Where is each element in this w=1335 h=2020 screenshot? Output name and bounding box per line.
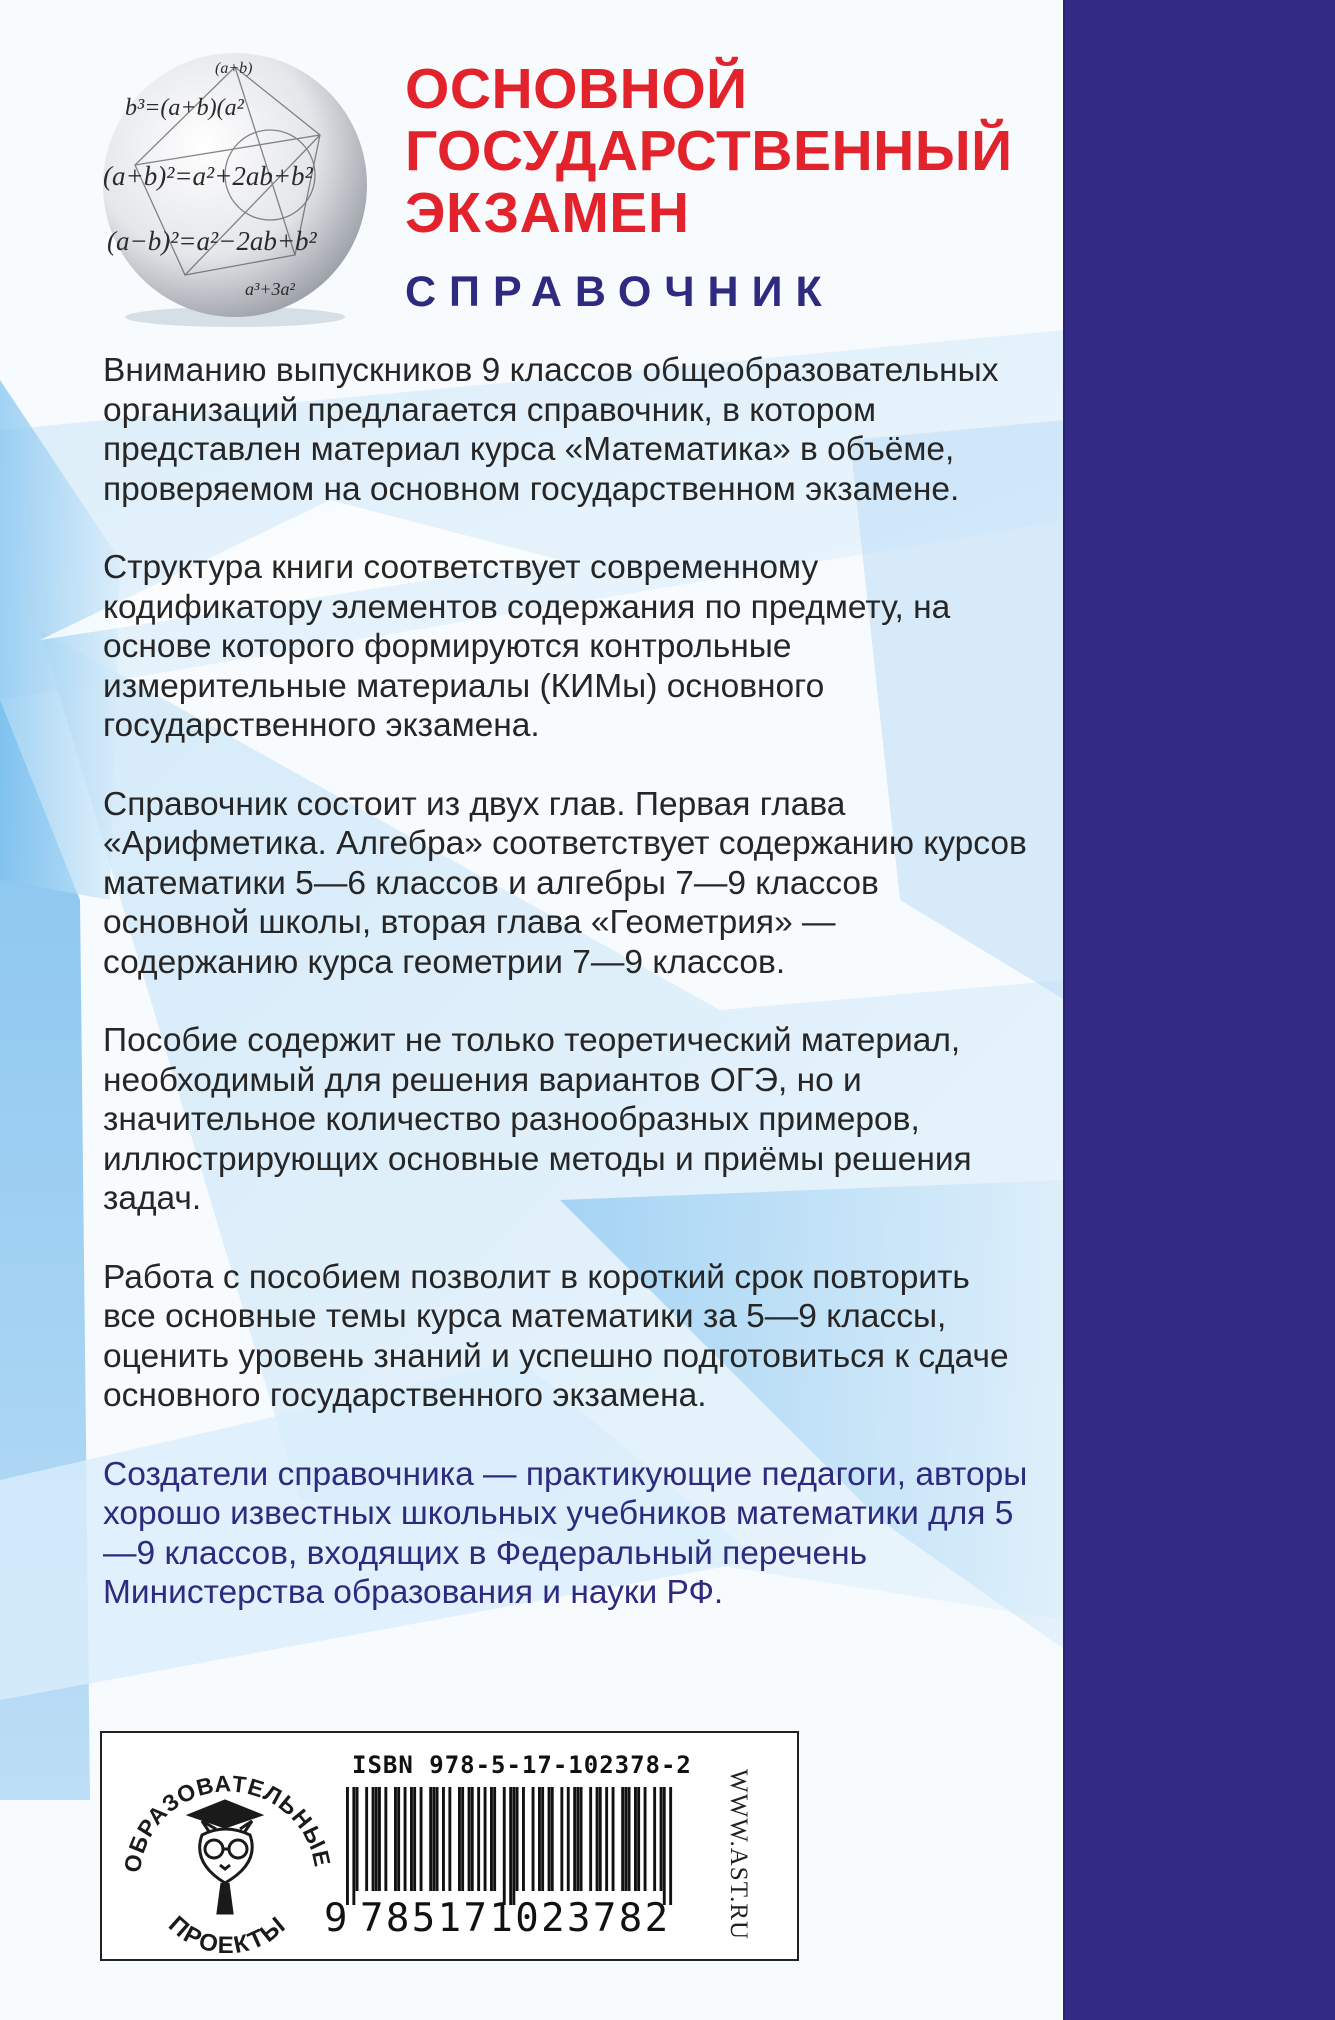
barcode-bar xyxy=(352,1787,355,1905)
barcode-image xyxy=(346,1787,676,1907)
publisher-logo xyxy=(110,1743,340,1953)
barcode-bar xyxy=(605,1787,608,1891)
barcode-bar xyxy=(551,1787,554,1891)
barcode-bar xyxy=(653,1787,656,1891)
barcode-bar xyxy=(471,1787,474,1891)
barcode-bar xyxy=(663,1787,666,1905)
barcode-bar xyxy=(580,1787,583,1891)
isbn-label: ISBN 978-5-17-102378-2 xyxy=(352,1751,692,1779)
paragraph-1: Вниманию выпускников 9 классов общеобразовательных организаций предлагается справочник, в котором представлен материал курса «Математика» в объёме, проверяемом на основном государственном экзамене. xyxy=(103,352,999,508)
title xyxy=(405,58,1013,244)
barcode-bar xyxy=(628,1787,631,1891)
ean-first-digit: 9 xyxy=(324,1896,348,1941)
barcode-bar xyxy=(404,1787,407,1891)
cat-icon xyxy=(190,1801,260,1913)
barcode-bar xyxy=(461,1787,464,1891)
barcode-bar xyxy=(420,1787,423,1891)
logo-arc-text: ОБРАЗОВАТЕЛЬНЫЕ xyxy=(118,1770,336,1875)
barcode-bar xyxy=(372,1787,375,1891)
title-line-1: ОСНОВНОЙ xyxy=(405,57,748,121)
logo-bottom-text: ПРОЕКТЫ xyxy=(163,1910,292,1953)
paragraph-3: Справочник состоит из двух глав. Первая глава «Арифметика. Алгебра» соответствует содержанию курсов математики 5—6 классов и алгебры 7—9 классов основной школы, вторая глава «Геометрия» — содержанию курса геометрии 7—9 классов. xyxy=(103,785,1027,981)
barcode-bar xyxy=(621,1787,624,1891)
barcode-bar xyxy=(346,1787,349,1905)
barcode-bar xyxy=(599,1787,602,1891)
sphere-formula-2: b³=(a+b)(a² xyxy=(125,95,244,121)
barcode-bar xyxy=(644,1787,647,1891)
authors-note: Создатели справочника — практикующие педагоги, авторы хорошо известных школьных учебников математики для 5—9 классов, входящих в Федеральный перечень Министерства образования и науки РФ. xyxy=(103,1455,1028,1611)
title-line-3: ЭКЗАМЕН xyxy=(405,181,690,245)
barcode-bar xyxy=(567,1787,570,1891)
ean-digits: 785171023782 xyxy=(360,1896,671,1941)
barcode-bar xyxy=(573,1787,576,1891)
barcode-bar xyxy=(448,1787,451,1891)
barcode-bar xyxy=(436,1787,439,1891)
barcode-bar xyxy=(612,1787,615,1891)
barcode-bar xyxy=(442,1787,445,1891)
paragraph-4: Пособие содержит не только теоретический материал, необходимый для решения вариантов ОГЭ, но и значительное количество разнообразных примеров, иллюстрирующих основные методы и приёмы решения задач. xyxy=(103,1022,972,1217)
barcode-bar xyxy=(522,1787,525,1891)
barcode-bar xyxy=(394,1787,397,1891)
barcode-bar xyxy=(410,1787,413,1891)
barcode-bar xyxy=(637,1787,640,1891)
formula-sphere-image xyxy=(95,45,375,335)
sphere-formula-1: (a+b) xyxy=(215,60,253,77)
barcode-bar xyxy=(375,1787,378,1891)
subtitle: СПРАВОЧНИК xyxy=(405,268,835,316)
barcode-bar xyxy=(477,1787,480,1891)
barcode-bar xyxy=(458,1787,461,1891)
sphere-formula-3: (a+b)²=a²+2ab+b² xyxy=(103,161,313,191)
barcode-bar xyxy=(397,1787,400,1891)
svg-text:ПРОЕКТЫ xyxy=(163,1911,292,1953)
barcode-bar xyxy=(669,1787,672,1905)
barcode-bar xyxy=(509,1787,512,1905)
barcode-bar xyxy=(576,1787,579,1891)
sphere-formula-5: a³+3a² xyxy=(245,279,295,299)
barcode-bar xyxy=(548,1787,551,1891)
barcode-bar xyxy=(432,1787,435,1891)
barcode-bar xyxy=(413,1787,416,1891)
barcode-bar xyxy=(516,1787,519,1891)
sphere-formula-4: (a−b)²=a²−2ab+b² xyxy=(107,226,317,256)
barcode-bar xyxy=(589,1787,592,1891)
barcode-bar xyxy=(490,1787,493,1891)
title-line-2: ГОСУДАРСТВЕННЫЙ xyxy=(405,119,1013,183)
paragraph-5: Работа с пособием позволит в короткий срок повторить все основные темы курса математики за 5—9 классы, оценить уровень знаний и успешно подготовиться к сдаче основного государственного экзамена. xyxy=(103,1258,1009,1414)
barcode-panel xyxy=(100,1731,799,1961)
barcode-bar xyxy=(429,1787,432,1891)
barcode-bar xyxy=(365,1787,368,1891)
barcode-bar xyxy=(538,1787,541,1891)
barcode-bar xyxy=(484,1787,487,1891)
barcode-bar xyxy=(541,1787,544,1891)
barcode-bar xyxy=(560,1787,563,1891)
barcode-bar xyxy=(384,1787,387,1891)
barcode-bar xyxy=(660,1787,663,1891)
barcode-bar xyxy=(503,1787,506,1905)
barcode-bar xyxy=(468,1787,471,1891)
paragraph-2: Структура книги соответствует современному кодификатору элементов содержания по предмету, на основе которого формируются контрольные измерительные материалы (КИМы) основного государственного экзамена. xyxy=(103,549,951,744)
barcode-bar xyxy=(596,1787,599,1891)
barcode-bar xyxy=(532,1787,535,1891)
barcode-bar xyxy=(624,1787,627,1891)
barcode-bar xyxy=(634,1787,637,1891)
barcode-bar xyxy=(512,1787,515,1905)
barcode-bar xyxy=(493,1787,496,1891)
barcode-bar xyxy=(378,1787,381,1891)
barcode-bar xyxy=(356,1787,359,1891)
description xyxy=(103,351,1028,1613)
spine xyxy=(1065,0,1335,2020)
website-url: WWW.AST.RU xyxy=(725,1769,752,1941)
